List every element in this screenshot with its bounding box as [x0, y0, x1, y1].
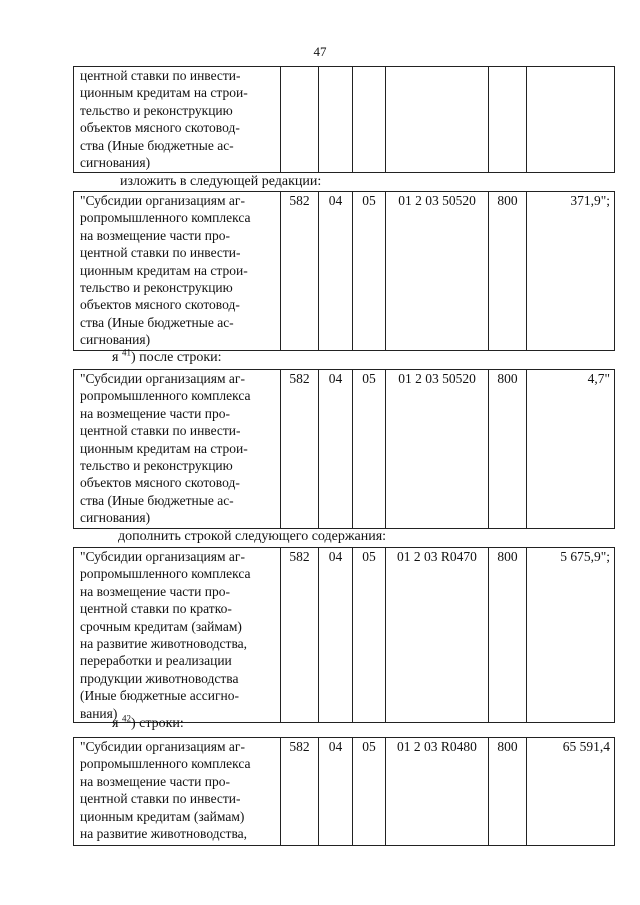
csr-cell: 01 2 03 50520 [386, 370, 489, 529]
table-row [74, 738, 615, 846]
vr-cell: 800 [489, 370, 527, 529]
pr-cell: 05 [353, 192, 386, 351]
sum-cell: 5 675,9"; [527, 548, 615, 723]
csr-cell [386, 67, 489, 173]
row-name-cell: "Субсидии организациям аг- ропромышленного комплекса на возмещение части про- центной ставки по кратко- срочным кредитам (займам) на развитие животноводства, переработки и реализации продукции животноводства (Иные бюджетные ассигно- вания) [74, 548, 281, 723]
vr-cell: 800 [489, 548, 527, 723]
table-row [74, 370, 615, 529]
csr-cell: 01 2 03 R0470 [386, 548, 489, 723]
pr-cell [353, 67, 386, 173]
footnote-marker: 42 [121, 713, 131, 724]
rz-cell: 04 [319, 192, 353, 351]
row-name-cell: "Субсидии организациям аг- ропромышленного комплекса на возмещение части про- центной ставки по инвести- ционным кредитам на строи- тельство и реконструкцию объектов мясного скотовод- ства (Иные бюджетные ас- сигнования) [74, 192, 281, 351]
row-name-cell: центной ставки по инвести- ционным кредитам на строи- тельство и реконструкцию объектов мясного скотовод- ства (Иные бюджетные ас- сигнования) [74, 67, 281, 173]
csr-cell: 01 2 03 R0480 [386, 738, 489, 846]
sum-cell: 65 591,4 [527, 738, 615, 846]
budget-table-fragment-3 [73, 369, 615, 529]
budget-table-fragment-4 [73, 547, 615, 723]
budget-table-fragment-2 [73, 191, 615, 351]
instruction-caption-1: изложить в следующей редакции: [120, 174, 322, 189]
caption-suffix: ) после строки: [130, 350, 222, 365]
sum-cell: 4,7" [527, 370, 615, 529]
sum-cell [527, 67, 615, 173]
gr-cell: 582 [281, 192, 319, 351]
table-row [74, 67, 615, 173]
instruction-caption-2 [112, 347, 222, 366]
caption-prefix: я [112, 716, 119, 731]
gr-cell: 582 [281, 548, 319, 723]
vr-cell [489, 67, 527, 173]
table-row [74, 548, 615, 723]
vr-cell: 800 [489, 738, 527, 846]
rz-cell [319, 67, 353, 173]
sum-cell: 371,9"; [527, 192, 615, 351]
rz-cell: 04 [319, 548, 353, 723]
rz-cell: 04 [319, 738, 353, 846]
vr-cell: 800 [489, 192, 527, 351]
gr-cell: 582 [281, 370, 319, 529]
pr-cell: 05 [353, 370, 386, 529]
csr-cell: 01 2 03 50520 [386, 192, 489, 351]
rz-cell: 04 [319, 370, 353, 529]
pr-cell: 05 [353, 548, 386, 723]
gr-cell [281, 67, 319, 173]
table-row [74, 192, 615, 351]
pr-cell: 05 [353, 738, 386, 846]
row-name-cell: "Субсидии организациям аг- ропромышленного комплекса на возмещение части про- центной ставки по инвести- ционным кредитам на строи- тельство и реконструкцию объектов мясного скотовод- ства (Иные бюджетные ас- сигнования) [74, 370, 281, 529]
footnote-marker: 41 [121, 347, 131, 358]
row-name-cell: "Субсидии организациям аг- ропромышленного комплекса на возмещение части про- центной ставки по инвести- ционным кредитам (займам) на развитие животноводства, [74, 738, 281, 846]
gr-cell: 582 [281, 738, 319, 846]
instruction-caption-3: дополнить строкой следующего содержания: [118, 529, 387, 544]
budget-table-fragment-1 [73, 66, 615, 173]
caption-prefix: я [112, 350, 119, 365]
instruction-caption-4 [112, 713, 184, 732]
page-number: 47 [313, 44, 327, 59]
caption-suffix: ) строки: [130, 716, 184, 731]
budget-table-fragment-5 [73, 737, 615, 846]
